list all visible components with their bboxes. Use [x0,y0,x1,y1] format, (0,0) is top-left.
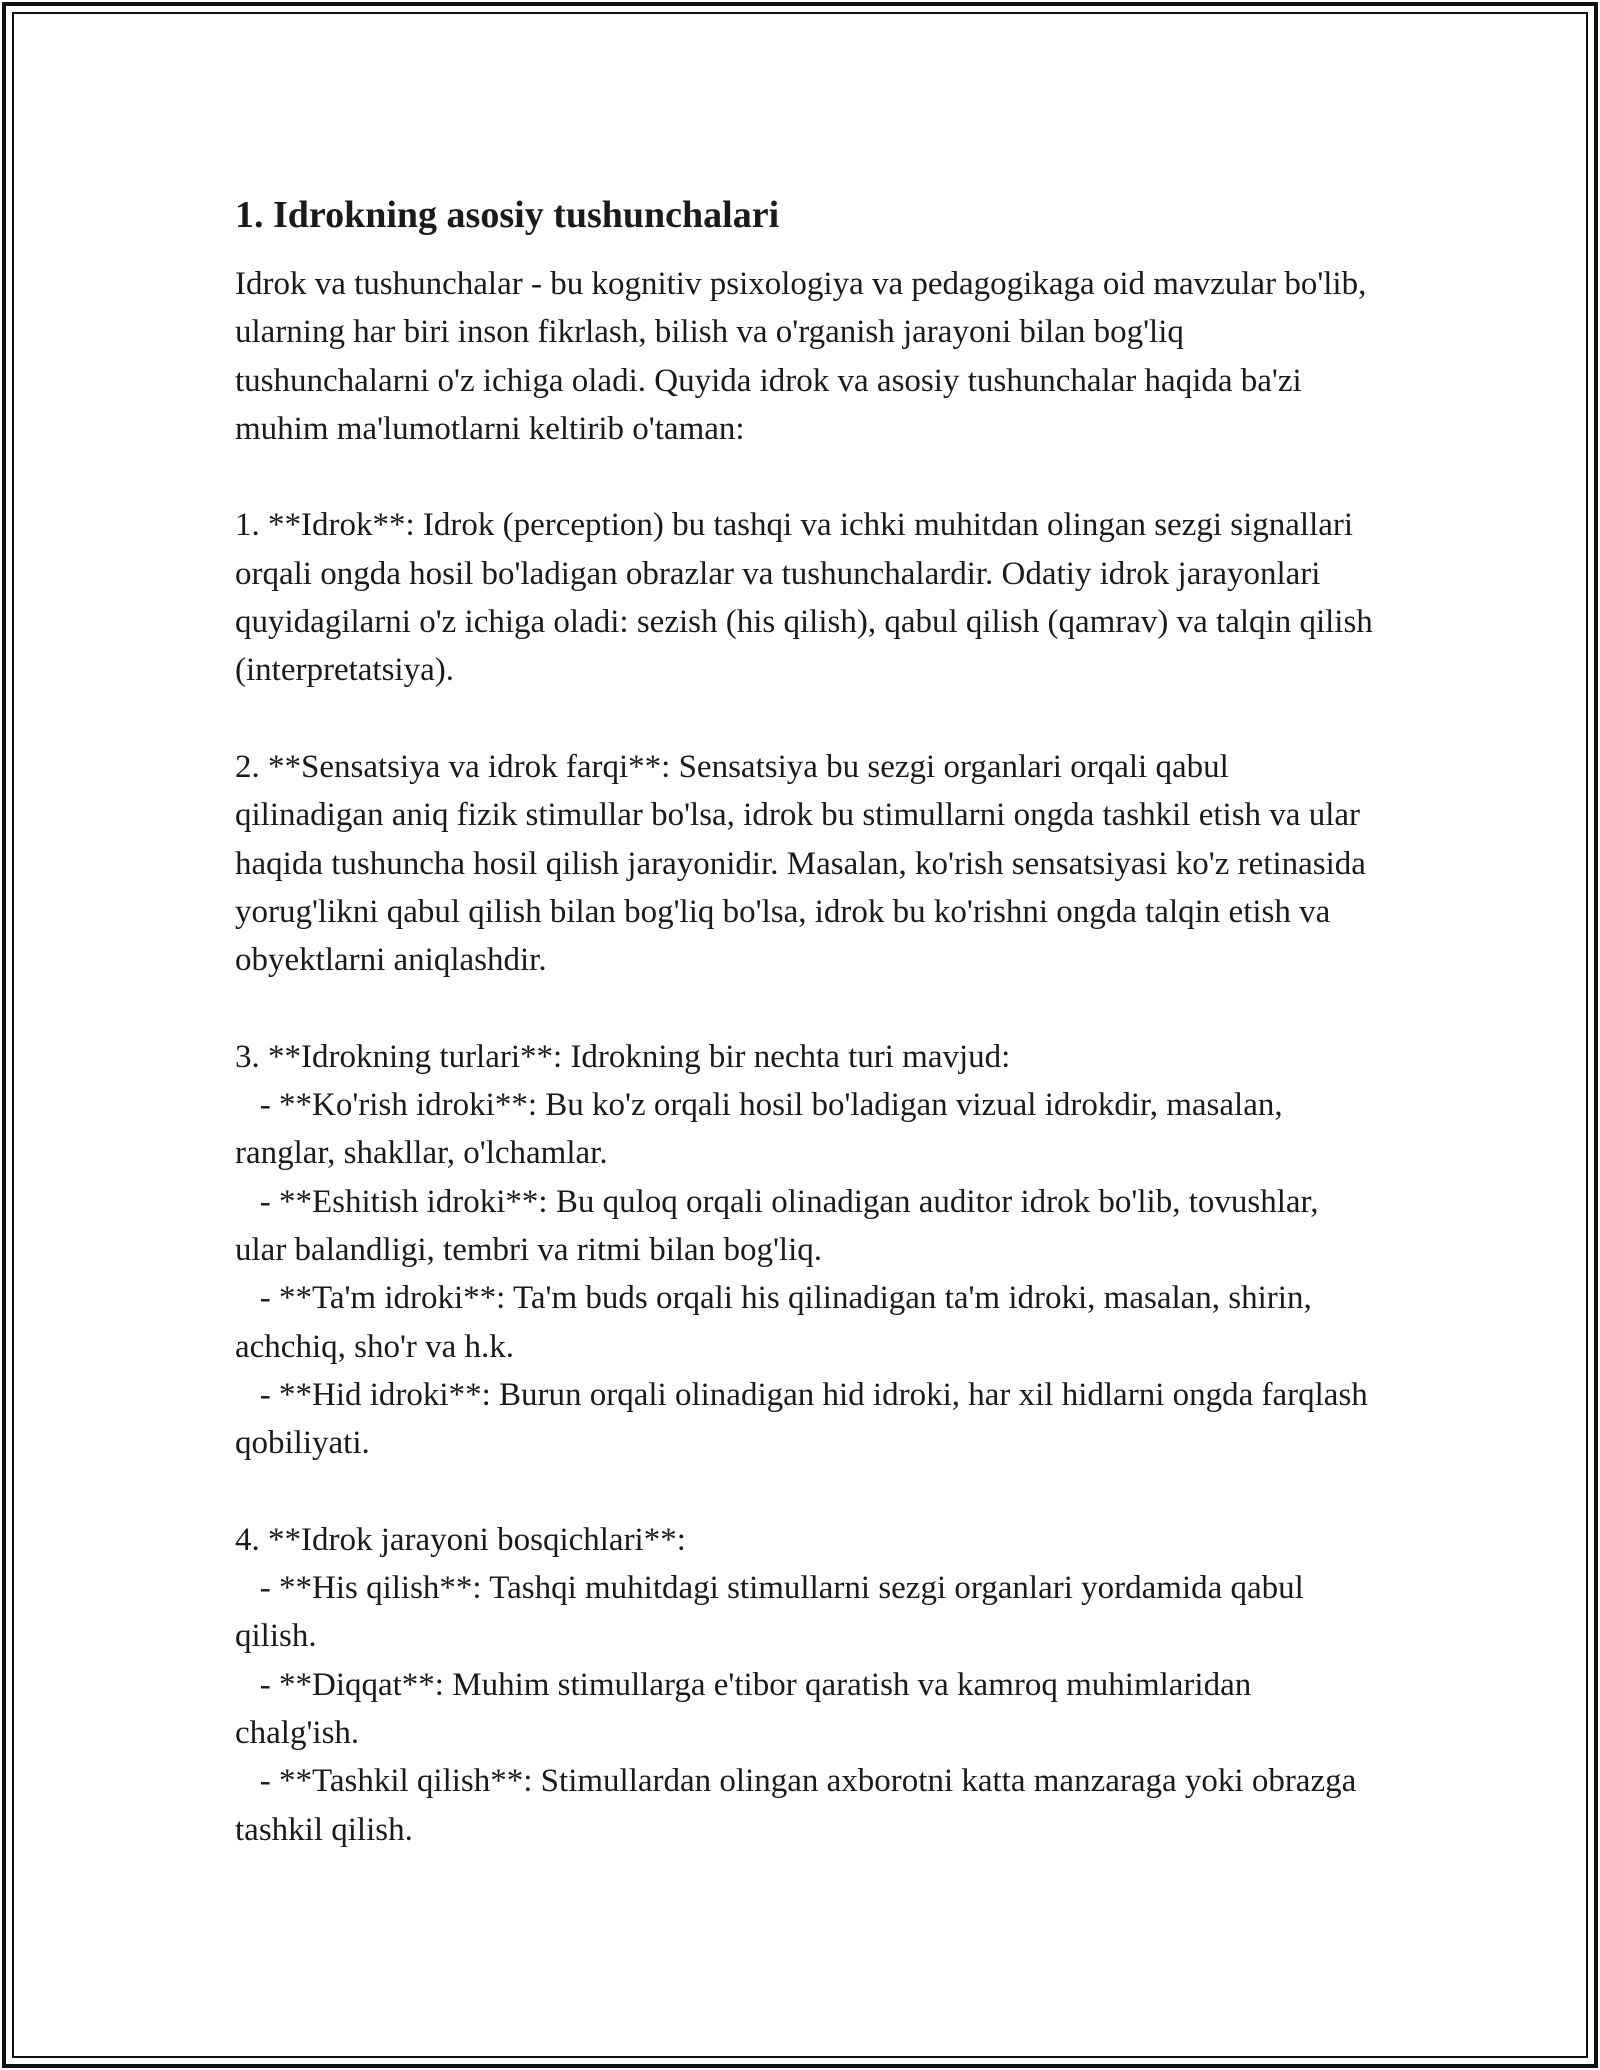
paragraph-spacer [235,453,1375,501]
section-3-paragraph: 3. **Idrokning turlari**: Idrokning bir nechta turi mavjud: [235,1038,1011,1075]
list-item-auditory-perception: - **Eshitish idroki**: Bu quloq orqali olinadigan auditor idrok bo'lib, tovushlar, ular balandligi, tembri va ritmi bilan bog'liq. [235,1183,1327,1268]
document-body [235,190,1382,1854]
section-2-paragraph: 2. **Sensatsiya va idrok farqi**: Sensatsiya bu sezgi organlari orqali qabul qilinadigan aniq fizik stimullar bo'lsa, idrok bu stimullarni ongda tashkil etish va ular haqida tushuncha hosil qilish jarayonidir. Masalan, ko'rish sensatsiyasi ko'z retinasida yorug'likni qabul qilish bilan bog'liq bo'lsa, idrok bu ko'rishni ongda talqin etish va obyektlarni aniqlashdir. [235,748,1375,979]
section-4-paragraph: 4. **Idrok jarayoni bosqichlari**: [235,1521,686,1558]
section-heading: 1. Idrokning asosiy tushunchalari [235,194,780,236]
intro-paragraph: Idrok va tushunchalar - bu kognitiv psixologiya va pedagogikaga oid mavzular bo'lib, ularning har biri inson fikrlash, bilish va o'rganish jarayoni bilan bog'liq tushunchalarni o'z ichiga oladi. Quyida idrok va asosiy tushunchalar haqida ba'zi muhim ma'lumotlarni keltirib o'taman: [235,266,1375,447]
paragraph-spacer [235,1467,1375,1515]
section-1-paragraph: 1. **Idrok**: Idrok (perception) bu tashqi va ichki muhitdan olingan sezgi signallari orqali ongda hosil bo'ladigan obrazlar va tushunchalardir. Odatiy idrok jarayonlari quyidagilarni o'z ichiga oladi: sezish (his qilish), qabul qilish (qamrav) va talqin qilish (interpretatsiya). [235,507,1382,689]
list-item-sensing: - **His qilish**: Tashqi muhitdagi stimullarni sezgi organlari yordamida qabul qilish. [235,1570,1313,1655]
list-item-taste-perception: - **Ta'm idroki**: Ta'm buds orqali his qilinadigan ta'm idroki, masalan, shirin, achchiq, sho'r va h.k. [235,1280,1320,1365]
list-item-organization: - **Tashkil qilish**: Stimullardan olingan axborotni katta manzaraga yoki obrazga tashkil qilish. [235,1763,1365,1848]
paragraph-spacer [235,695,1375,743]
list-item-attention: - **Diqqat**: Muhim stimullarga e'tibor qaratish va kamroq muhimlaridan chalg'ish. [235,1666,1260,1751]
paragraph-spacer [235,984,1375,1032]
list-item-visual-perception: - **Ko'rish idroki**: Bu ko'z orqali hosil bo'ladigan vizual idrokdir, masalan, ranglar, shakllar, o'lchamlar. [235,1087,1291,1172]
list-item-smell-perception: - **Hid idroki**: Burun orqali olinadigan hid idroki, har xil hidlarni ongda farqlash qobiliyati. [235,1376,1377,1462]
